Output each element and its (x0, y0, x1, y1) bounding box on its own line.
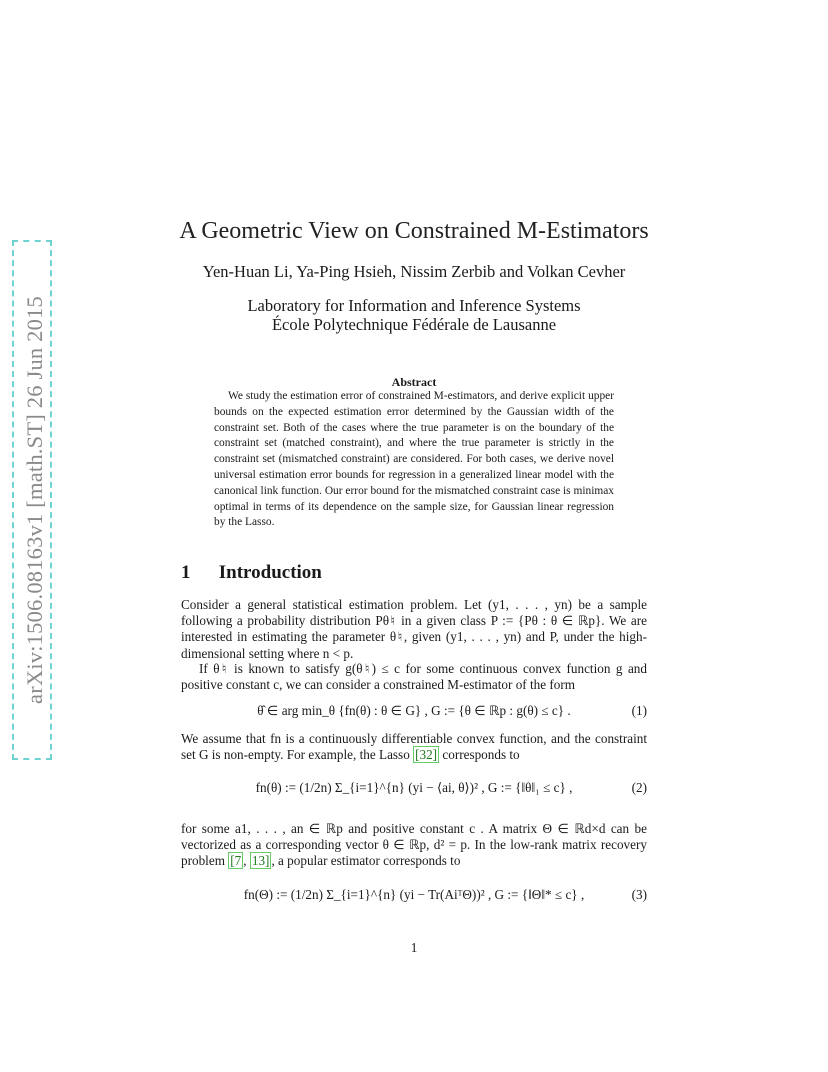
page-number: 1 (410, 940, 418, 955)
paragraph-4-text-a: for some a1, . . . , an ∈ ℝp and positive constant c . A matrix Θ ∈ ℝd×d can be vectorized as a corresponding vector θ ∈ ℝp, d² = p. In the low-rank matrix recovery problem (181, 821, 647, 869)
affiliation-line-1: Laboratory for Information and Inference Systems (247, 296, 581, 315)
citation-32[interactable]: [32] (415, 747, 438, 763)
equation-3 (181, 887, 647, 911)
paragraph-3-text-b: corresponds to (439, 747, 520, 763)
arxiv-stamp[interactable]: arXiv:1506.08163v1 [math.ST] 26 Jun 2015 (22, 296, 47, 704)
section-number: 1 (181, 562, 191, 583)
paragraph-2: If θ♮ is known to satisfy g(θ♮) ≤ c for some continuous convex function g and positive constant c, we can consider a constrained M-estimator of the form (181, 661, 647, 693)
equation-1-body: θ̂ ∈ arg min_θ {fn(θ) : θ ∈ G} , G := {θ ∈ ℝp : g(θ) ≤ c} . (257, 703, 571, 718)
authors: Yen-Huan Li, Ya-Ping Hsieh, Nissim Zerbib and Volkan Cevher (202, 262, 626, 281)
affiliation-line-2: École Polytechnique Fédérale de Lausanne (271, 315, 557, 334)
equation-2-body: fn(θ) := (1/2n) Σ_{i=1}^{n} (yi − ⟨ai, θ⟩)² , G := {‖θ‖₁ ≤ c} , (255, 780, 573, 795)
paper-title: A Geometric View on Constrained M-Estimators (179, 218, 649, 244)
citation-13[interactable]: 13] (251, 853, 270, 869)
abstract-heading: Abstract (391, 375, 437, 389)
paragraph-4: for some a1, . . . , an ∈ ℝp and positive constant c . A matrix Θ ∈ ℝd×d can be vectorized as a corresponding vector θ ∈ ℝp, d² = p. In the low-rank matrix recovery problem [7 , 13] , a popular estimator corresponds to (181, 821, 647, 869)
paragraph-1: Consider a general statistical estimation problem. Let (y1, . . . , yn) be a sample following a probability distribution Pθ♮ in a given class P := {Pθ : θ ∈ ℝp}. We are interested in estimating the parameter θ♮, given (y1, . . . , yn) and P, under the high-dimensional setting where n < p. (181, 597, 647, 661)
equation-1 (181, 703, 647, 727)
paragraph-3-text-a: We assume that fn is a continuously differentiable convex function, and the constraint set G is non-empty. For example, the Lasso (181, 731, 647, 763)
equation-3-body: fn(Θ) := (1/2n) Σ_{i=1}^{n} (yi − Tr(AiᵀΘ))² , G := {‖Θ‖* ≤ c} , (243, 887, 585, 902)
equation-2-number: (2) (631, 780, 647, 795)
citation-7[interactable]: [7 (230, 853, 242, 869)
paragraph-3 (181, 731, 647, 763)
section-heading (181, 562, 322, 584)
equation-1-number: (1) (631, 703, 647, 718)
equation-2 (181, 780, 647, 804)
equation-3-number: (3) (631, 887, 647, 902)
paragraph-4-text-b: , a popular estimator corresponds to (271, 853, 461, 869)
section-title: Introduction (218, 562, 322, 583)
abstract-text: We study the estimation error of constrained M-estimators, and derive explicit upper bounds on the expected estimation error determined by the Gaussian width of the constraint set. Both of the cases where the true parameter is on the boundary of the constraint set (matched constraint), and where the true parameter is strictly in the constraint set (mismatched constraint) are considered. For both cases, we derive novel universal estimation error bounds for regression in a generalized linear model with the canonical link function. Our error bound for the mismatched constraint case is minimax optimal in terms of its dependence on the sample size, for Gaussian linear regression by the Lasso. (214, 390, 614, 529)
